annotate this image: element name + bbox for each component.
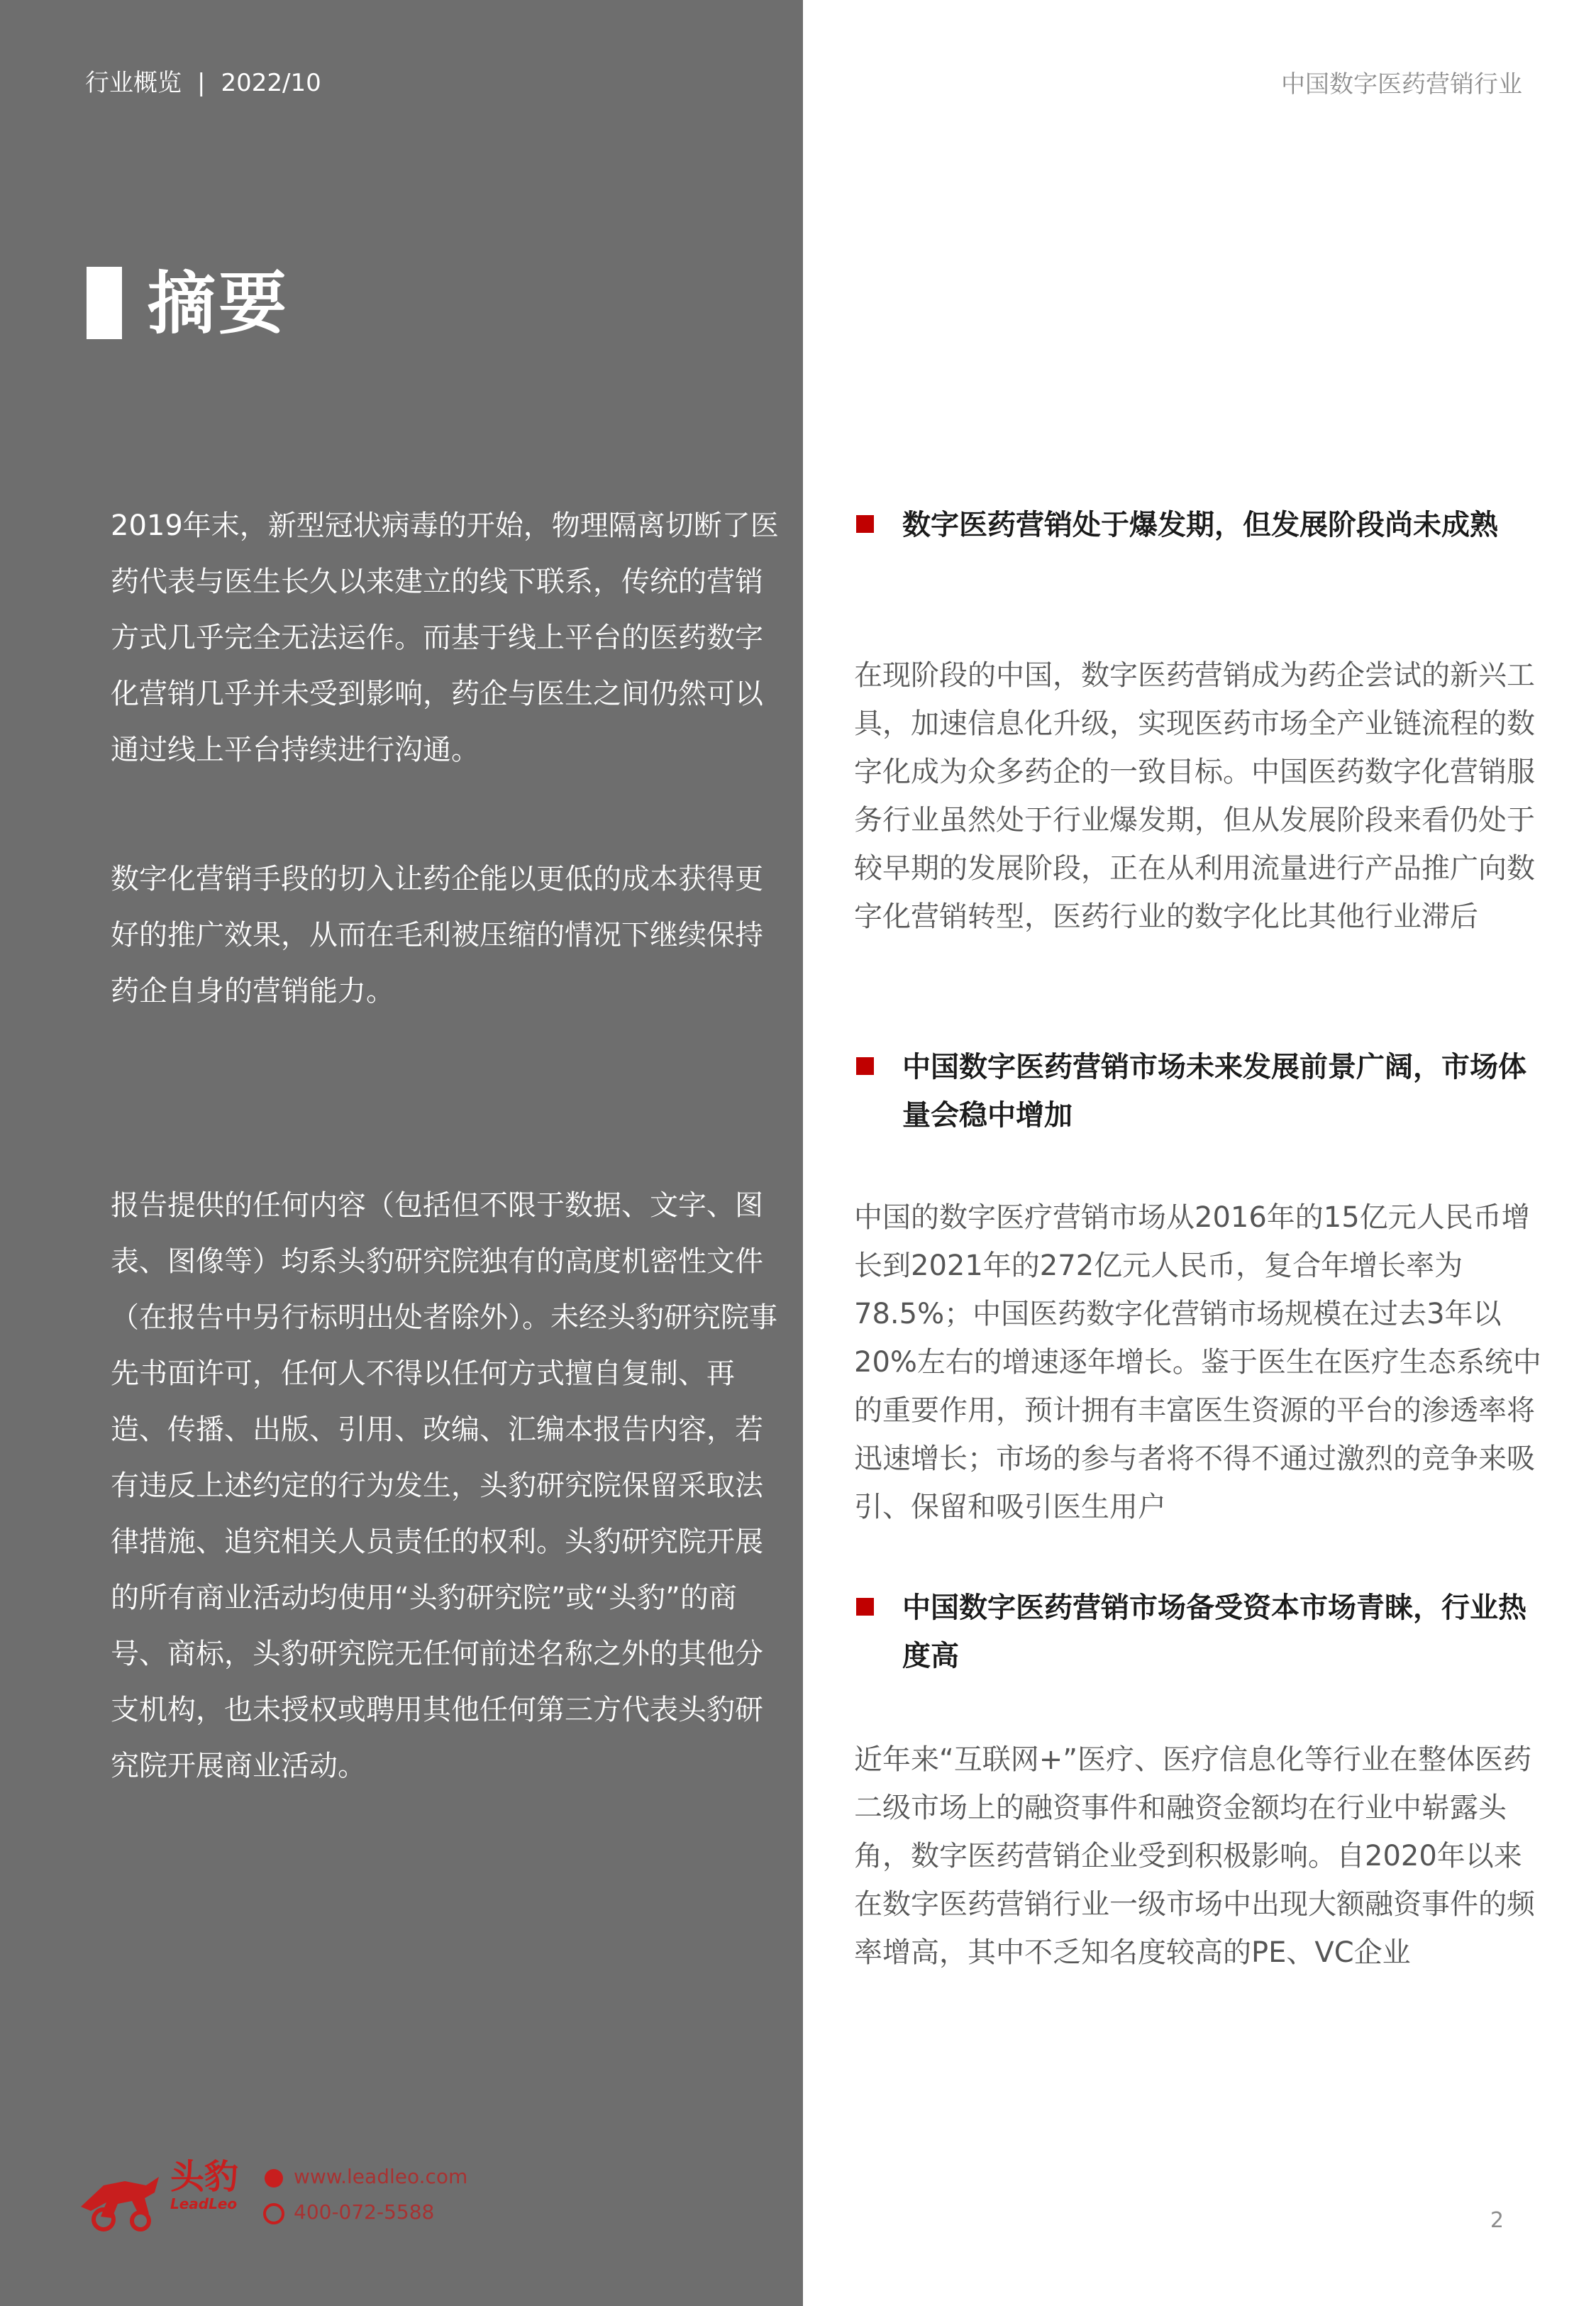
page-title: 摘要 [148,264,289,343]
section-body-3: 近年来“互联网+”医疗、医疗信息化等行业在整体医药二级市场上的融资事件和融资金额均在行业中崭露头角，数字医药营销企业受到积极影响。自2020年以来在数字医药营销行业一级市场中出现大额融资事件的频率增高，其中不乏知名度较高的PE、VC企业 [854,1743,1535,1969]
logo-subtitle: LeadLeo [170,2195,238,2212]
digital-marketing-paragraph: 数字化营销手段的切入让药企能以更低的成本获得更好的推广效果，从而在毛利被压缩的情况下继续保持药企自身的营销能力。 [111,863,763,1008]
bullet-square-icon [856,1598,874,1616]
section-body-2: 中国的数字医疗营销市场从2016年的15亿元人民币增长到2021年的272亿元人民币，复合年增长率为78.5%；中国医药数字化营销市场规模在过去3年以20%左右的增速逐年增长。鉴于医生在医疗生态系统中的重要作用，预计拥有丰富医生资源的平台的渗透率将迅速增长；市场的参与者将不得不通过激烈的竞争来吸引、保留和吸引医生用户 [854,1201,1541,1523]
header-separator: | [197,69,206,97]
phone-number: 400-072-5588 [294,2200,435,2224]
header-section: 行业概览 [85,69,182,97]
intro-paragraph: 2019年末，新型冠状病毒的开始，物理隔离切断了医药代表与医生长久以来建立的线下联系，传统的营销方式几乎完全无法运作。而基于线上平台的医药数字化营销几乎并未受到影响，药企与医生之间仍然可以通过线上平台持续进行沟通。 [111,509,779,766]
contact-icons [265,2169,283,2223]
header-date: 2022/10 [221,69,321,97]
section-heading-1: 数字医药营销处于爆发期，但发展阶段尚未成熟 [902,509,1498,541]
logo-wordmark: 头豹 [170,2157,239,2197]
bullet-square-icon [856,515,874,533]
bullet-square-icon [856,1057,874,1075]
leopard-icon [81,2177,159,2229]
section-body-1: 在现阶段的中国，数字医药营销成为药企尝试的新兴工具，加速信息化升级，实现医药市场全产业链流程的数字化成为众多药企的一致目标。中国医药数字化营销服务行业虽然处于行业爆发期，但从发展阶段来看仍处于较早期的发展阶段，正在从利用流量进行产品推广向数字化营销转型，医药行业的数字化比其他行业滞后 [854,659,1535,933]
title-bar-decoration [87,267,122,339]
header-left [85,65,321,101]
section-heading-2: 中国数字医药营销市场未来发展前景广阔，市场体量会稳中增加 [902,1051,1526,1132]
report-title: 中国数字医药营销行业 [1281,70,1522,99]
phone-icon [265,2205,283,2223]
page-number: 2 [1490,2208,1504,2233]
website-link[interactable]: www.leadleo.com [294,2165,468,2188]
email-icon [265,2169,283,2188]
disclaimer-paragraph: 报告提供的任何内容（包括但不限于数据、文字、图表、图像等）均系头豹研究院独有的高度机密性文件（在报告中另行标明出处者除外）。未经头豹研究院事先书面许可，任何人不得以任何方式擅自复制、再造、传播、出版、引用、改编、汇编本报告内容，若有违反上述约定的行为发生，头豹研究院保留采取法律措施、追究相关人员责任的权利。头豹研究院开展的所有商业活动均使用“头豹研究院”或“头豹”的商号、商标，头豹研究院无任何前述名称之外的其他分支机构，也未授权或聘用其他任何第三方代表头豹研究院开展商业活动。 [111,1189,777,1782]
section-heading-3: 中国数字医药营销市场备受资本市场青睐，行业热度高 [902,1591,1526,1672]
